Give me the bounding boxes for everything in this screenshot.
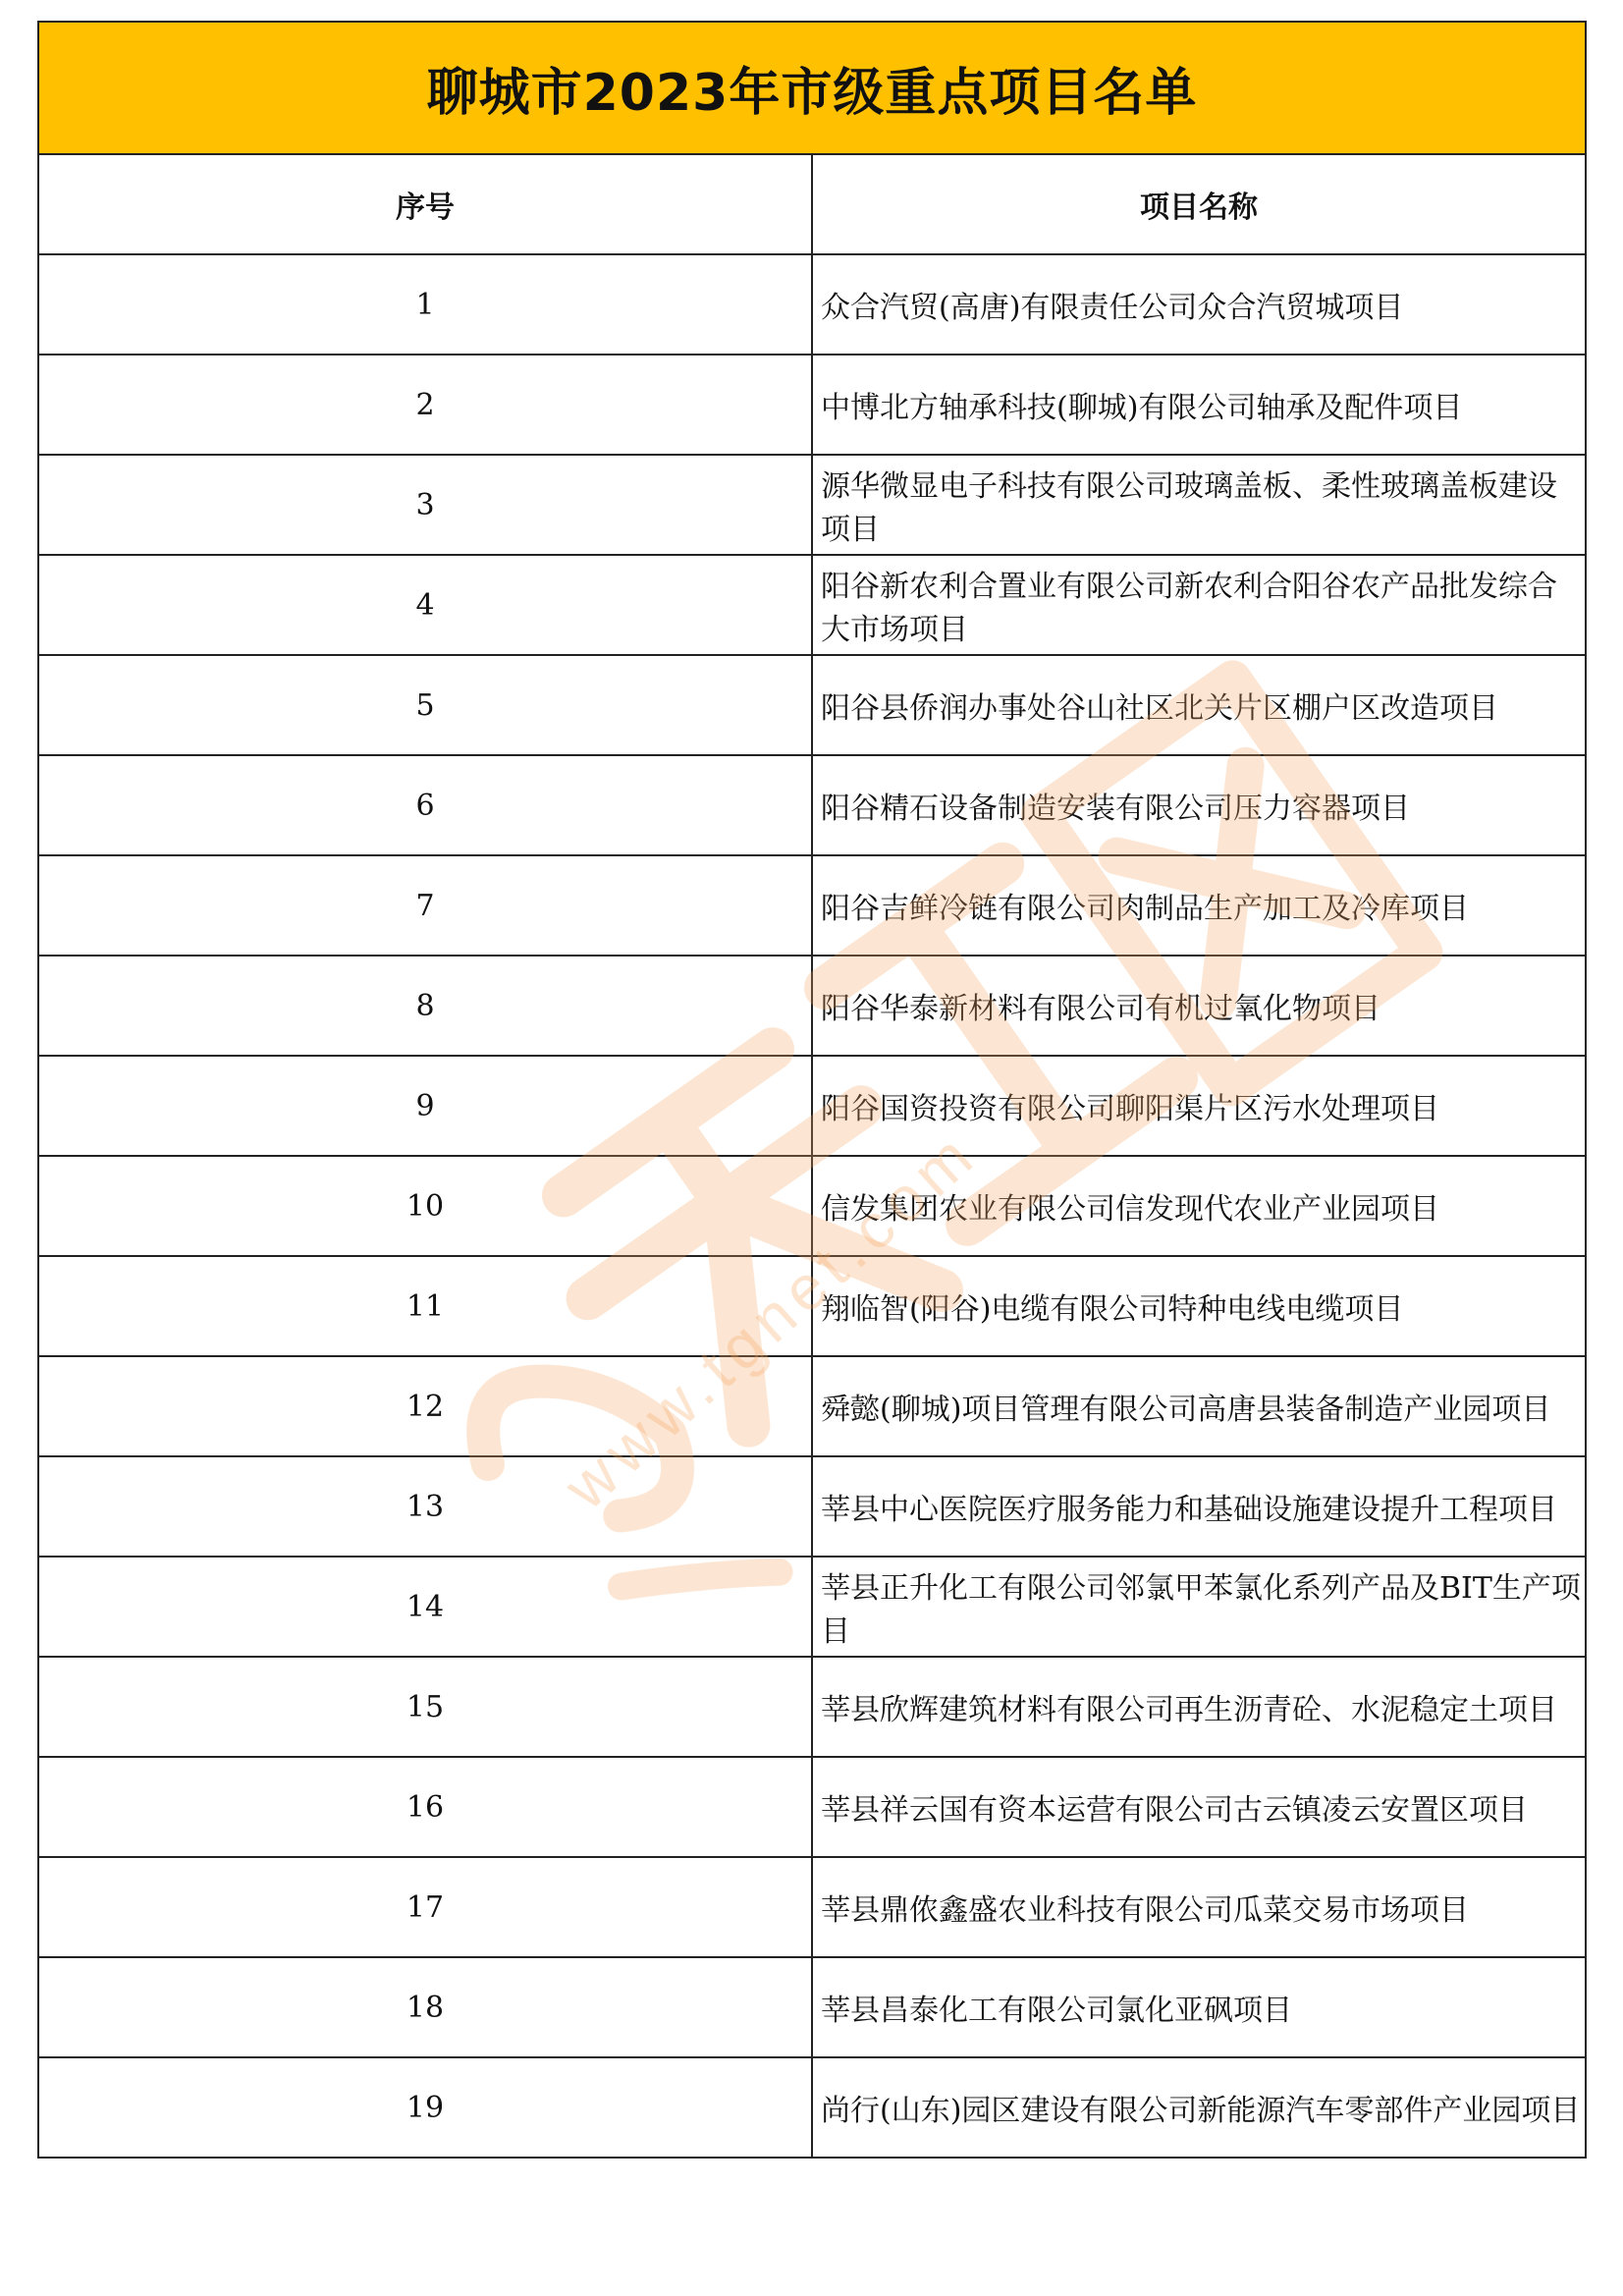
row-number: 8 (38, 956, 812, 1056)
project-name: 尚行(山东)园区建设有限公司新能源汽车零部件产业园项目 (812, 2057, 1586, 2158)
row-number: 6 (38, 755, 812, 855)
project-name: 众合汽贸(高唐)有限责任公司众合汽贸城项目 (812, 254, 1586, 355)
table-row (38, 1557, 1586, 1657)
row-number: 18 (38, 1957, 812, 2057)
project-name: 莘县正升化工有限公司邻氯甲苯氯化系列产品及BIT生产项目 (812, 1557, 1586, 1657)
table-row (38, 1757, 1586, 1857)
table-row (38, 2057, 1586, 2158)
document-sheet (37, 21, 1587, 2159)
project-name: 莘县中心医院医疗服务能力和基础设施建设提升工程项目 (812, 1456, 1586, 1557)
project-name: 阳谷吉鲜冷链有限公司肉制品生产加工及冷库项目 (812, 855, 1586, 956)
project-name: 翔临智(阳谷)电缆有限公司特种电线电缆项目 (812, 1256, 1586, 1356)
project-name: 莘县祥云国有资本运营有限公司古云镇凌云安置区项目 (812, 1757, 1586, 1857)
row-number: 4 (38, 555, 812, 655)
watermark-url: www.tgnet.com (551, 1116, 992, 1523)
project-name: 信发集团农业有限公司信发现代农业产业园项目 (812, 1156, 1586, 1256)
table-row (38, 1056, 1586, 1156)
table-row (38, 1957, 1586, 2057)
table-row (38, 1456, 1586, 1557)
project-name: 莘县欣辉建筑材料有限公司再生沥青砼、水泥稳定土项目 (812, 1657, 1586, 1757)
project-name: 阳谷精石设备制造安装有限公司压力容器项目 (812, 755, 1586, 855)
table-row (38, 355, 1586, 455)
project-name: 阳谷华泰新材料有限公司有机过氧化物项目 (812, 956, 1586, 1056)
table-row (38, 855, 1586, 956)
table-row (38, 555, 1586, 655)
row-number: 17 (38, 1857, 812, 1957)
table-body (38, 254, 1586, 2158)
row-number: 19 (38, 2057, 812, 2158)
row-number: 13 (38, 1456, 812, 1557)
row-number: 9 (38, 1056, 812, 1156)
column-header-no: 序号 (38, 154, 812, 254)
table-row (38, 1857, 1586, 1957)
column-header-name: 项目名称 (812, 154, 1586, 254)
row-number: 7 (38, 855, 812, 956)
project-name: 莘县昌泰化工有限公司氯化亚砜项目 (812, 1957, 1586, 2057)
row-number: 1 (38, 254, 812, 355)
row-number: 14 (38, 1557, 812, 1657)
table-row (38, 455, 1586, 555)
page-title: 聊城市2023年市级重点项目名单 (38, 22, 1586, 154)
title-row (38, 22, 1586, 154)
project-name: 阳谷国资投资有限公司聊阳渠片区污水处理项目 (812, 1056, 1586, 1156)
project-table (37, 21, 1587, 2159)
table-row (38, 655, 1586, 755)
project-name: 阳谷县侨润办事处谷山社区北关片区棚户区改造项目 (812, 655, 1586, 755)
table-row (38, 1356, 1586, 1456)
row-number: 2 (38, 355, 812, 455)
project-name: 阳谷新农利合置业有限公司新农利合阳谷农产品批发综合大市场项目 (812, 555, 1586, 655)
project-name: 源华微显电子科技有限公司玻璃盖板、柔性玻璃盖板建设项目 (812, 455, 1586, 555)
row-number: 3 (38, 455, 812, 555)
row-number: 11 (38, 1256, 812, 1356)
header-row (38, 154, 1586, 254)
row-number: 15 (38, 1657, 812, 1757)
table-row (38, 1256, 1586, 1356)
row-number: 16 (38, 1757, 812, 1857)
table-row (38, 1156, 1586, 1256)
table-row (38, 254, 1586, 355)
project-name: 中博北方轴承科技(聊城)有限公司轴承及配件项目 (812, 355, 1586, 455)
table-row (38, 1657, 1586, 1757)
project-name: 舜懿(聊城)项目管理有限公司高唐县装备制造产业园项目 (812, 1356, 1586, 1456)
project-name: 莘县鼎侬鑫盛农业科技有限公司瓜菜交易市场项目 (812, 1857, 1586, 1957)
row-number: 10 (38, 1156, 812, 1256)
row-number: 5 (38, 655, 812, 755)
row-number: 12 (38, 1356, 812, 1456)
table-row (38, 956, 1586, 1056)
table-row (38, 755, 1586, 855)
